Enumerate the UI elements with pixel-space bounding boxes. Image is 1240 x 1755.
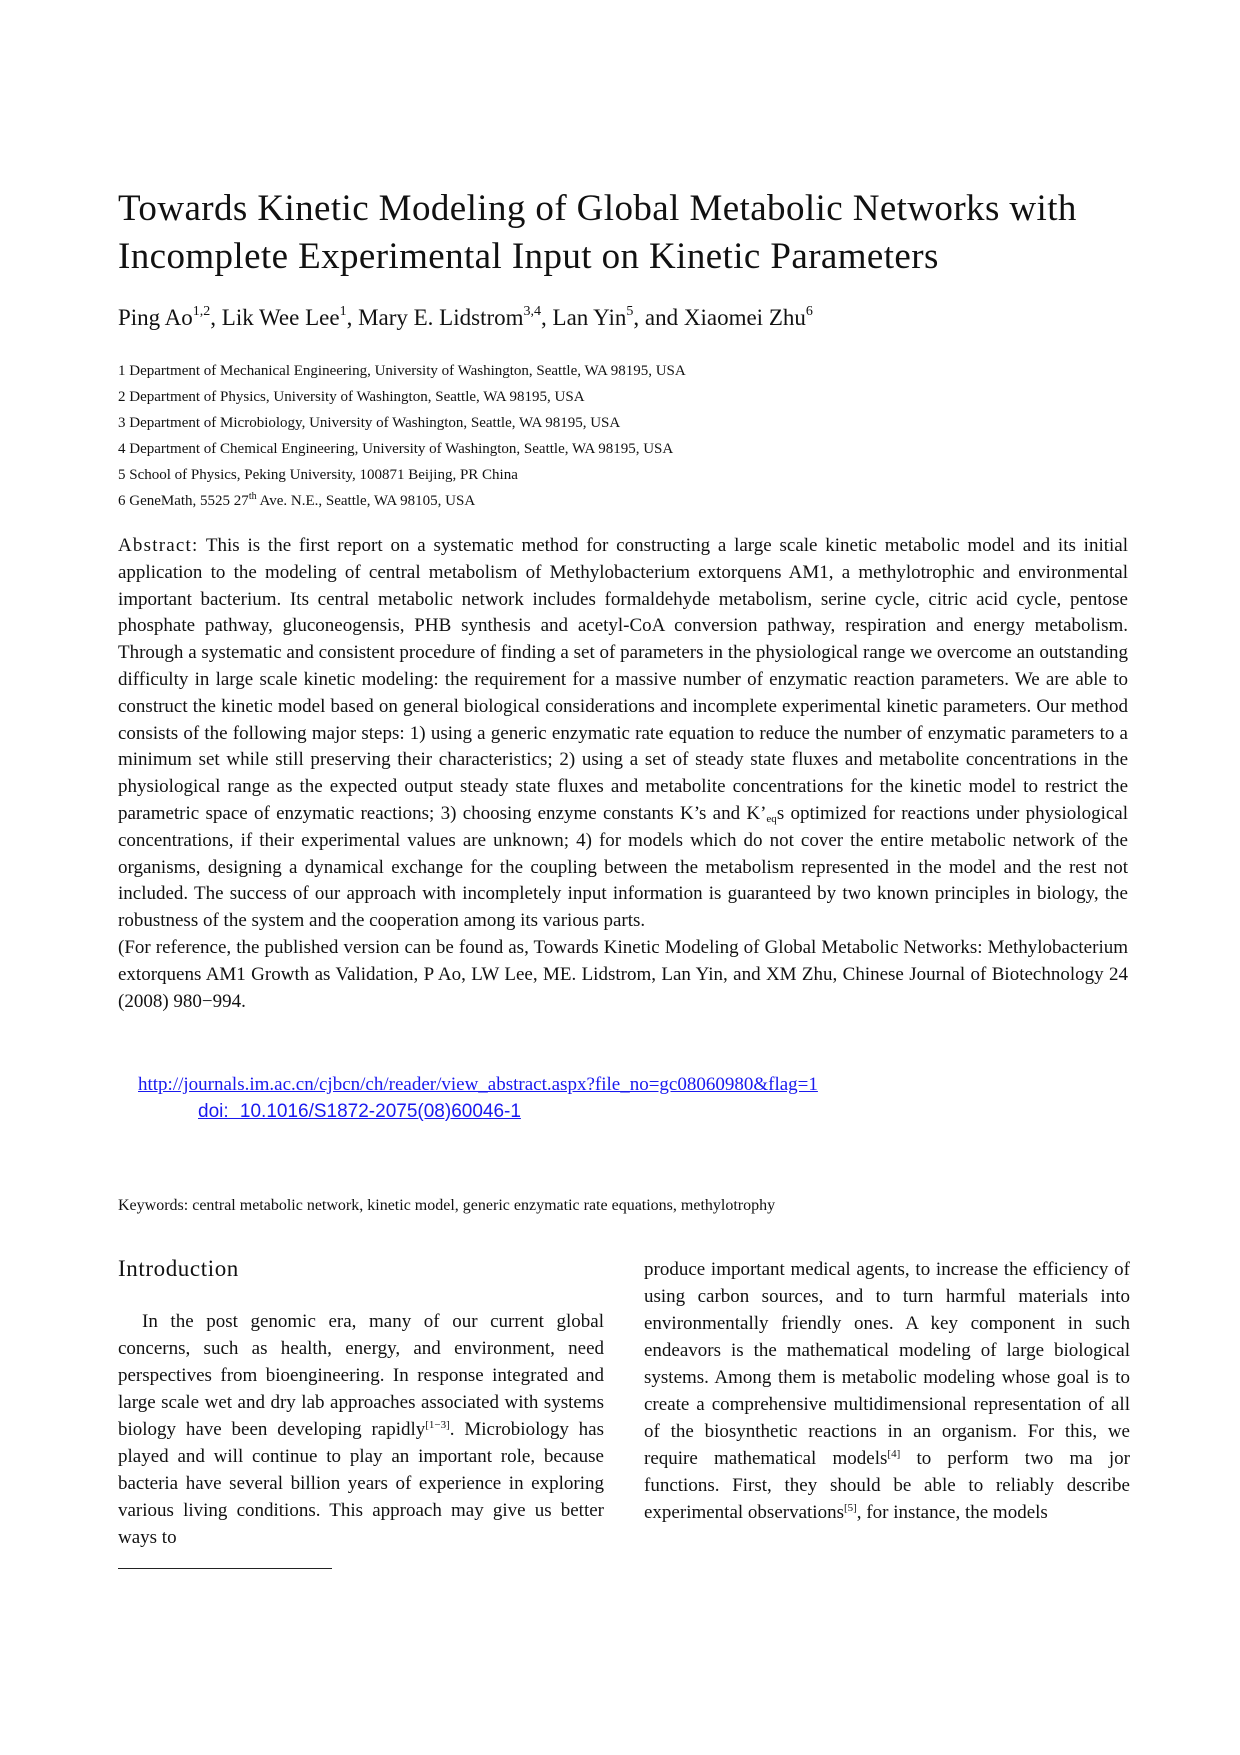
intro-right-column xyxy=(644,1256,1130,1526)
title-line-2: Incomplete Experimental Input on Kinetic Parameters xyxy=(118,236,939,277)
affiliation-list xyxy=(118,358,686,514)
ordinal-sup: th xyxy=(248,491,257,502)
author-separator: , and xyxy=(633,305,684,330)
author-name: Xiaomei Zhu xyxy=(683,305,806,330)
author-name: Mary E. Lidstrom xyxy=(358,305,524,330)
intro-text: produce important medical agents, to increase the efficiency of using carbon sources, and to turn harmful materials into environmentally friendly ones. A key component in such endeavors is the mathematical modeling of large biological systems. Among them is metabolic modeling whose goal is to create a comprehensive multidimensional representation of all of the biosynthetic reactions in an organism. For this, we require mathematical models xyxy=(644,1259,1130,1469)
intro-text: to perform two ma jor functions. First, they should be able to reliably describe experimental observations xyxy=(644,1448,1130,1523)
intro-text: In the post genomic era, many of our current global concerns, such as health, energy, and environment, need perspectives from bioengineering. In response integrated and large scale wet and dry lab approaches associated with systems biology have been developing rapidly xyxy=(118,1311,604,1440)
intro-left-column xyxy=(118,1254,604,1551)
section-heading-introduction: Introduction xyxy=(118,1256,239,1281)
author-separator: , xyxy=(541,305,553,330)
abstract-text: s optimized for reactions under physiological concentrations, if their experimental values are unknown; 4) for models which do not cover the entire metabolic network of the organisms, designing a dynamical exchange for the coupling between the metabolism represented in the model and the rest not included. The success of our approach with incompletely input information is guaranteed by two known principles in biology, the robustness of the system and the cooperation among its various parts. xyxy=(118,802,1128,932)
doi-link[interactable]: doi: 10.1016/S1872-2075(08)60046-1 xyxy=(198,1101,521,1122)
affiliation-item: 1 Department of Mechanical Engineering, University of Washington, Seattle, WA 98195, USA xyxy=(118,363,686,379)
intro-text: , for instance, the models xyxy=(856,1502,1048,1523)
affiliation-item: 4 Department of Chemical Engineering, University of Washington, Seattle, WA 98195, USA xyxy=(118,441,674,457)
keywords xyxy=(118,1197,775,1215)
keywords-text: central metabolic network, kinetic model, generic enzymatic rate equations, methylotrophy xyxy=(188,1197,776,1214)
keywords-label: Keywords: xyxy=(118,1197,189,1214)
author-affil-sup: 6 xyxy=(805,304,813,319)
abstract xyxy=(118,533,1128,1015)
author-name: Lik Wee Lee xyxy=(221,305,340,330)
author-affil-sup: 5 xyxy=(626,304,634,319)
journal-url-link[interactable]: http://journals.im.ac.cn/cjbcn/ch/reader/view_abstract.aspx?file_no=gc08060980&flag=1 xyxy=(138,1074,818,1095)
author-affil-sup: 3,4 xyxy=(523,304,542,319)
intro-text: . Microbiology has played and will continue to play an important role, because bacteria have several billion years of experience in exploring various living conditions. This approach may give us better ways to xyxy=(118,1419,604,1548)
title-line-1: Towards Kinetic Modeling of Global Metabolic Networks with xyxy=(118,188,1077,229)
author-affil-sup: 1 xyxy=(339,304,347,319)
author-name: Ping Ao xyxy=(118,305,193,330)
abstract-text: This is the first report on a systematic method for constructing a large scale kinetic metabolic model and its initial application to the modeling of central metabolism of Methylobacterium extorquens AM1, a methylotrophic and environmental important bacterium. Its central metabolic network includes formaldehyde metabolism, serine cycle, citric acid cycle, pentose phosphate pathway, gluconeogensis, PHB synthesis and acetyl-CoA conversion pathway, respiration and energy metabolism. Through a systematic and consistent procedure of finding a set of parameters in the physiological range we overcome an outstanding difficulty in large scale kinetic modeling: the requirement for a massive number of enzymatic reaction parameters. We are able to construct the kinetic model based on general biological considerations and incomplete experimental kinetic parameters. Our method consists of the following major steps: 1) using a generic enzymatic rate equation to reduce the number of enzymatic parameters to a minimum set while still preserving their characteristics; 2) using a set of steady state fluxes and metabolite concentrations in the physiological range as the expected output steady state fluxes and metabolite concentrations for the kinetic model to restrict the parametric space of enzymatic reactions; 3) choosing enzyme constants K’s and K’ xyxy=(118,535,1128,824)
citation: [5] xyxy=(843,1502,857,1514)
paper-title xyxy=(118,185,1138,281)
affiliation-item xyxy=(118,488,686,514)
citation: [1−3] xyxy=(425,1419,450,1431)
abstract-label: Abstract: xyxy=(118,535,199,556)
author-name: Lan Yin xyxy=(552,305,627,330)
affiliation-text: 6 GeneMath, 5525 27 xyxy=(118,493,249,509)
affiliation-item: 5 School of Physics, Peking University, 100871 Beijing, PR China xyxy=(118,467,518,483)
author-affil-sup: 1,2 xyxy=(192,304,211,319)
intro-paragraph-continued xyxy=(644,1256,1130,1526)
author-separator: , xyxy=(210,305,222,330)
author-separator: , xyxy=(346,305,359,330)
affiliation-text: Ave. N.E., Seattle, WA 98105, USA xyxy=(256,493,476,509)
affiliation-item: 2 Department of Physics, University of Washington, Seattle, WA 98195, USA xyxy=(118,389,585,405)
eq-subscript: eq xyxy=(766,812,777,825)
author-list xyxy=(118,305,813,331)
footnote-divider xyxy=(118,1568,332,1569)
intro-paragraph xyxy=(118,1308,604,1551)
affiliation-item: 3 Department of Microbiology, University of Washington, Seattle, WA 98195, USA xyxy=(118,415,621,431)
citation: [4] xyxy=(887,1448,901,1460)
published-reference: (For reference, the published version can be found as, Towards Kinetic Modeling of Global Metabolic Networks: Methylobacterium extorquens AM1 Growth as Validation, P Ao, LW Lee, ME. Lidstrom, Lan Yin, and XM Zhu, Chinese Journal of Biotechnology 24 (2008) 980−994. xyxy=(118,936,1128,1012)
